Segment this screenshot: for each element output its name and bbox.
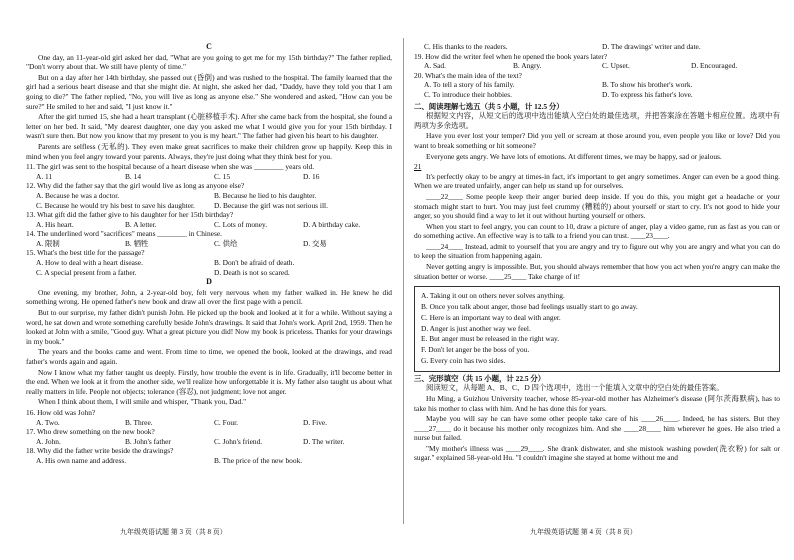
passage-d-paragraph-5: When I think about them, I will smile and whisper, "Thank you, Dad." <box>38 397 247 407</box>
passage-c-paragraph-1: One day, an 11-year-old girl asked her dad, "What are you going to get me for my 15th birthday?" The father replied, "Don't worry about that. We still have plenty of time." <box>26 52 392 72</box>
option: A. John. <box>36 436 61 446</box>
option: B. Because he lied to his daughter. <box>214 190 317 200</box>
option: B. A letter. <box>125 219 157 229</box>
passage-d-body <box>26 288 392 407</box>
section-2-paragraph-7: ____24____ Instead, admit to yourself that you are angry and try to figure out why you are angry and what you can do to keep the situation from happening again. <box>414 241 780 261</box>
option: D. The drawings' writer and date. <box>602 42 701 51</box>
question-options <box>26 239 392 249</box>
section-2-passage <box>414 131 780 281</box>
questions-19-20 <box>414 52 780 100</box>
option: A. How to deal with a heart disease. <box>36 258 143 268</box>
section-2-paragraph-1: Have you ever lost your temper? Did you yell or scream at those around you, even people you like or love? Did you want to break something or hit someone? <box>414 131 780 150</box>
option-e: E. But anger must be released in the right way. <box>421 334 560 344</box>
question-options <box>26 437 392 447</box>
option: D. Encouraged. <box>691 61 738 71</box>
option: D. Death is not so scared. <box>214 267 290 277</box>
option: A. Because he was a doctor. <box>36 190 120 200</box>
option: C. 15 <box>214 171 231 181</box>
option: C. Four. <box>214 417 239 427</box>
question-stem: 13. What gift did the father give to his daughter for her 15th birthday? <box>26 210 234 220</box>
section-2-paragraph-6: When you start to feel angry, you can count to 10, draw a picture of anger, play a video game, run as fast as you can or do something active. An effective way is to talk to a friend you can trust. ____23____. <box>414 221 780 241</box>
page-divider <box>403 38 404 524</box>
option: C. Because he would try his best to save his daughter. <box>36 200 195 210</box>
question-stem: 15. What's the best title for the passage? <box>26 248 145 258</box>
option: C. Upset. <box>602 61 630 71</box>
section-2-paragraph-5: ____22____ Some people keep their anger buried deep inside. If you do this, you might get a headache or your stomach might start to hurt. You may just feel crummy (糟糕的) about yourself or start to cry. It's not good to hide your anger, so you should find a way to let it out without hurting yourself or others. <box>414 191 780 221</box>
passage-c-heading: C <box>206 42 212 51</box>
option: A. 限制 <box>36 238 60 248</box>
blank-21: 21 <box>414 162 422 172</box>
option: A. Two. <box>36 417 60 427</box>
section-2-paragraph-8: Never getting angry is impossible. But, you should always remember that how you act when you're angry can make the situation better or worse. ____25____ Take charge of it! <box>414 262 780 281</box>
left-page-column <box>26 42 392 522</box>
passage-d-questions <box>26 408 392 466</box>
option: C. His thanks to the readers. <box>424 42 508 51</box>
section-2-title: 二、阅读理解七选五（共 5 小题，计 12.5 分） <box>414 101 564 111</box>
right-page-column <box>414 42 780 522</box>
option-a: A. Taking it out on others never solves anything. <box>421 291 565 301</box>
section-2-paragraph-4: It's perfectly okay to be angry at times-in fact, it's important to get angry sometimes. Anger can even be a good thing. When we are treated unfairly, anger can help us stand up for ourselves. <box>414 171 780 191</box>
question-18-continued-options <box>414 42 780 52</box>
question-options <box>26 220 392 230</box>
section-2-paragraph-2: Everyone gets angry. We have lots of emotions. At different times, we may be happy, sad or jealous. <box>426 151 722 161</box>
option: D. 交易 <box>303 238 327 248</box>
option: A. His own name and address. <box>36 455 127 465</box>
left-page-footer: 九年级英语试题 第 3 页（共 8 页） <box>120 528 227 536</box>
option: D. The writer. <box>303 436 345 446</box>
question-stem: 16. How old was John? <box>26 407 96 417</box>
option: C. Lots of money. <box>214 219 268 229</box>
option: B. 牺牲 <box>125 238 149 248</box>
option: B. Angry. <box>513 61 542 71</box>
passage-c-paragraph-3: After the girl turned 15, she had a heart transplant (心脏移植手术). After she came back from the hospital, she found a letter on her bed. It said, "My dearest daughter, one day you asked me what I would give you for your 15th birthday. I wasn't sure then. But now you know that my present to you is my heart." The father had given his heart to his daughter. <box>26 112 392 141</box>
section-2-instructions: 根据短文内容，从短文后的选项中选出能填入空白处的最佳选项，并把答案涂在答题卡相应位置。选项中有两项为多余选项。 <box>414 111 780 130</box>
passage-d-paragraph-4: Now I know what my father taught us deeply. Firstly, how trouble the event is in life. Gradually, it'll become better in the end. When we look at it from the another side, we'll realize how unforgettable it is. My father also taught us about what really matters in life. People not objects; tolerance (容忍), not judgment; love not anger. <box>26 367 392 396</box>
option-b: B. Once you talk about anger, those bad feelings usually start to go away. <box>421 302 638 312</box>
option: B. Three. <box>125 417 153 427</box>
option: B. John's father <box>125 436 171 446</box>
option: B. Don't be afraid of death. <box>214 258 295 268</box>
option: D. 16 <box>303 171 320 181</box>
question-options <box>26 418 392 428</box>
question-stem: 14. The underlined word "sacrifices" means ________ in Chinese. <box>26 229 222 239</box>
passage-c-paragraph-2: But on a day after her 14th birthday, she passed out (昏倒) and was rushed to the hospital. The family learned that the girl had a serious heart disease and that she might die. At night, she asked her dad, "Daddy, have they told you that I am going to die?" The father replied, "No, you will live as long as anyone else." She wondered and asked, "How can you be sure?" He smiled to her and said, "I just know it." <box>26 72 392 111</box>
question-options <box>414 80 780 99</box>
option: C. 供给 <box>214 238 238 248</box>
passage-d-paragraph-1: One evening, my brother, John, a 2-year-old boy, felt very nervous when my father walked in. He knew he did something wrong. He opened father's new book and draw all over the first page with a pencil. <box>26 287 392 307</box>
question-options <box>26 258 392 277</box>
question-options <box>26 172 392 182</box>
passage-c-questions <box>26 162 392 277</box>
question-stem: 17. Who drew something on the new book? <box>26 427 155 437</box>
passage-d-heading: D <box>206 277 212 287</box>
option: A. His heart. <box>36 219 74 229</box>
passage-d-paragraph-3: The years and the books came and went. From time to time, we opened the book, looked at the drawings, and read father's words again and again. <box>26 347 392 366</box>
option-f: F. Don't let anger be the boss of you. <box>421 345 530 355</box>
option: C. To introduce their hobbies. <box>424 89 513 99</box>
seven-choice-options-box <box>414 286 780 371</box>
option: A. 11 <box>36 171 53 181</box>
option-d: D. Anger is just another way we feel. <box>421 323 531 333</box>
question-options <box>414 61 780 71</box>
option: C. A special present from a father. <box>36 267 137 277</box>
question-stem: 18. Why did the father write beside the drawings? <box>26 446 174 456</box>
passage-c-paragraph-4: Parents are selfless (无私的). They even make great sacrifices to make their children grow up happily. Keep this in mind when you feel angry toward your parents. Always, they're just doing what they think best for you. <box>26 141 392 161</box>
question-stem: 20. What's the main idea of the text? <box>414 70 522 80</box>
option: C. John's friend. <box>214 436 263 446</box>
option-g: G. Every coin has two sides. <box>421 355 506 365</box>
option: D. To express his father's love. <box>602 89 693 99</box>
option: A. To tell a story of his family. <box>424 80 515 90</box>
section-3-title: 三、完形填空（共 15 小题，计 22.5 分） <box>414 373 546 383</box>
question-options <box>26 456 392 466</box>
option-c: C. Here is an important way to deal with anger. <box>421 312 561 322</box>
option: D. Five. <box>303 417 328 427</box>
option: A. Sad. <box>424 61 446 71</box>
section-3-paragraph-1: Hu Ming, a Guizhou University teacher, whose 85-year-old mother has Alzheimer's disease (阿尔茨海默病), has to take his mother to class with him. And he has done this for years. <box>414 393 780 413</box>
option: B. The price of the new book. <box>214 455 303 465</box>
section-3-paragraph-3: "My mother's illness was ____29____. She drank dishwater, and she mistook washing powder(洗衣粉) for salt or sugar." explained 58-year-old Hu. "I couldn't imagine she stayed at home without me and <box>414 443 780 463</box>
right-page-footer: 九年级英语试题 第 4 页（共 8 页） <box>530 528 637 536</box>
section-3-paragraph-2: Maybe you will say he can have some other people take care of his ____26____. Indeed, he has sisters. But they ____27____ do it because his mother only recognizes him. And she ____28____ him wherever he goes. He also tried a nurse but failed. <box>414 414 780 443</box>
option: B. 14 <box>125 171 142 181</box>
option: D. A birthday cake. <box>303 219 361 229</box>
question-options <box>26 191 392 210</box>
option: D. Because the girl was not serious ill. <box>214 200 328 210</box>
passage-c-body <box>26 53 392 162</box>
question-stem: 19. How did the writer feel when he opened the book years later? <box>414 51 608 61</box>
section-3-instructions: 阅读短文，从每题 A、B、C、D 四个选项中，选出一个能填入文章中的空白处的最佳答案。 <box>426 383 724 393</box>
passage-d-paragraph-2: But to our surprise, my father didn't punish John. He picked up the book and looked at it for a while. Without saying a word, he sat down and wrote something carefully beside John's drawings. It said that John's work. April 2nd, 1959. Then he looked at John with a smile, "Good guy. What a great picture you did! Now my book is priceless. Thanks for your drawings in my book." <box>26 308 392 346</box>
question-stem: 11. The girl was sent to the hospital because of a heart disease when she was ________ years old. <box>26 162 315 172</box>
question-stem: 12. Why did the father say that the girl would live as long as anyone else? <box>26 181 245 191</box>
option: B. To show his brother's work. <box>602 80 693 90</box>
